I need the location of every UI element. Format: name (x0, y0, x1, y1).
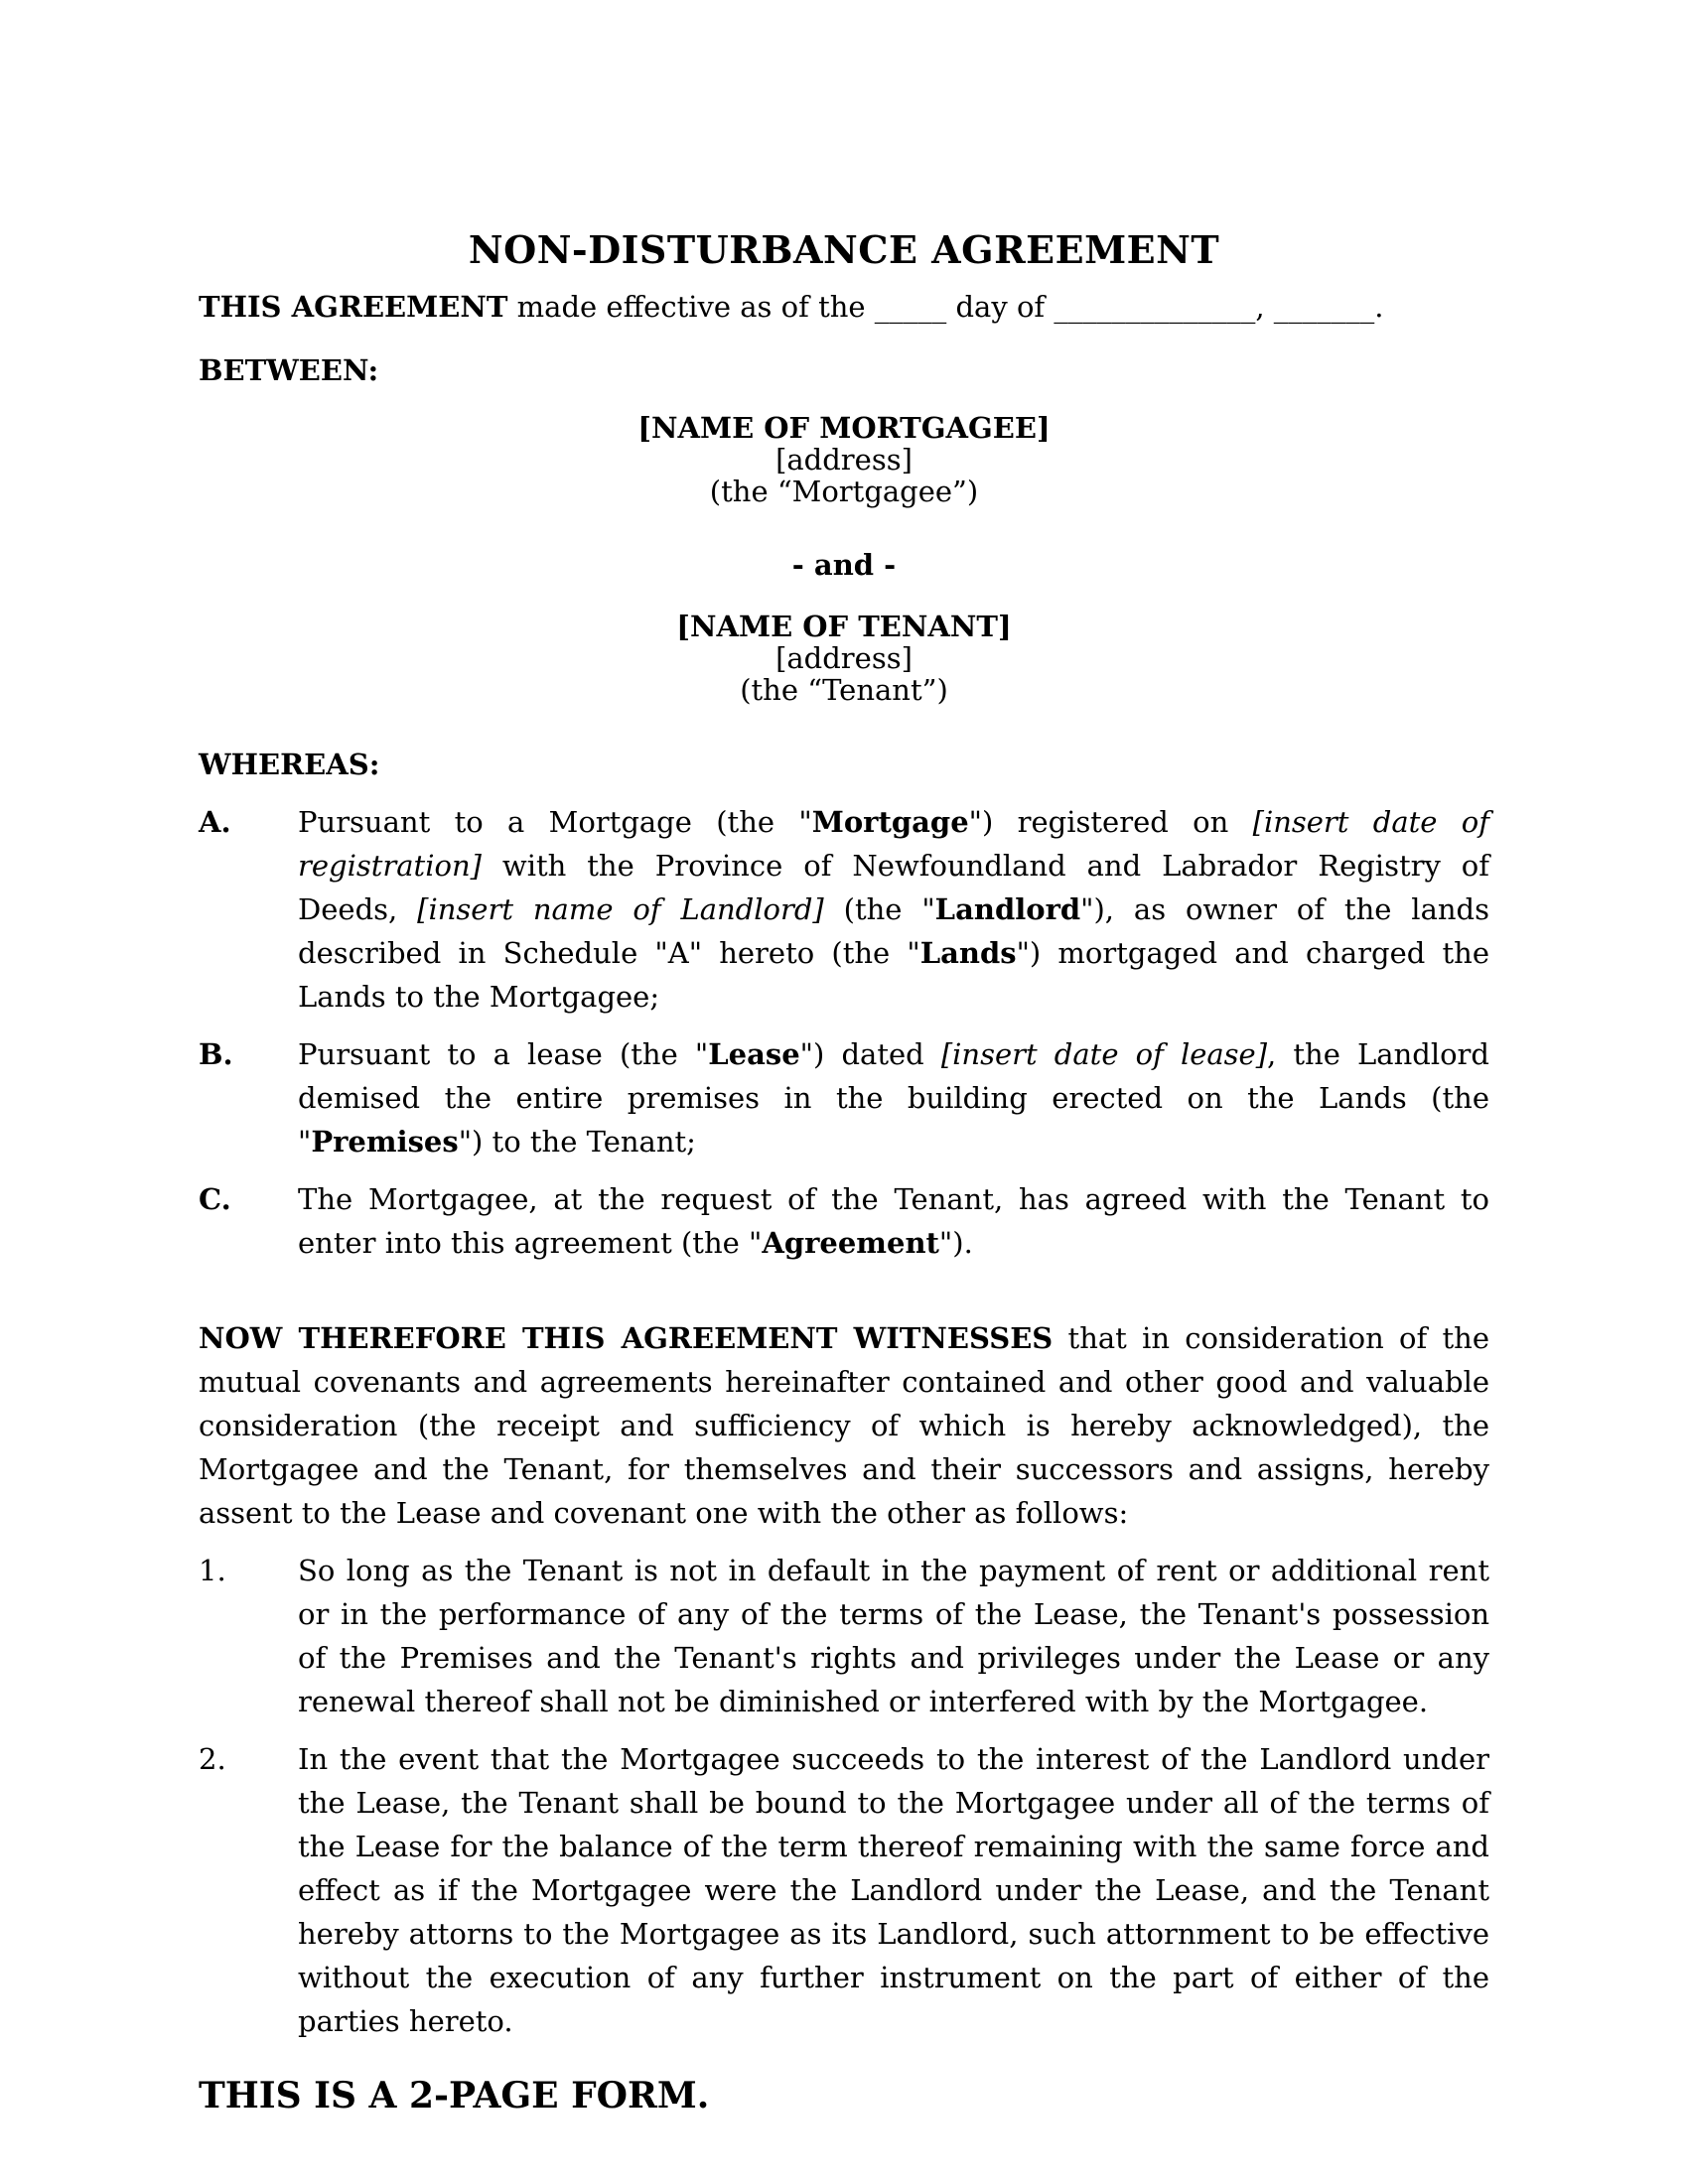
party-tenant-address: [address] (775, 641, 913, 675)
footer-note: THIS IS A 2-PAGE FORM. (199, 2075, 710, 2116)
recital-c-text: The Mortgagee, at the request of the Tenant, has agreed with the Tenant to enter into this agreement (the "Agreement"). (298, 1182, 1489, 1260)
recital-b (199, 1032, 1489, 1163)
party-mortgagee-alias: (the “Mortgagee”) (709, 475, 979, 508)
and-separator: - and - (791, 548, 897, 582)
party-tenant-block (199, 611, 1489, 706)
party-tenant-alias: (the “Tenant”) (740, 673, 948, 707)
clause-2-number: 2. (199, 1742, 226, 1776)
recital-b-label: B. (199, 1037, 233, 1071)
whereas-label: WHEREAS: (199, 748, 380, 781)
recital-a-text: Pursuant to a Mortgage (the "Mortgage") registered on [insert date of registration] with the Province of Newfoundland and Labrador Registry of Deeds, [insert name of Landlord] (the "Landlord"), as owner of the lands described in Schedule "A" hereto (the "Lands") mortgaged and charged the Lands to the Mortgagee; (298, 805, 1489, 1014)
intro-paragraph: THIS AGREEMENT made effective as of the _____ day of ______________, _______. (199, 290, 1384, 324)
recital-c-label: C. (199, 1182, 231, 1216)
party-mortgagee-name: [NAME OF MORTGAGEE] (637, 411, 1051, 445)
party-mortgagee-block (199, 412, 1489, 507)
clause-2 (199, 1737, 1489, 2043)
between-label: BETWEEN: (199, 353, 379, 387)
clause-2-text: In the event that the Mortgagee succeeds to the interest of the Landlord under the Lease, the Tenant shall be bound to the Mortgagee under all of the terms of the Lease for the balance of the term thereof remaining with the same force and effect as if the Mortgagee were the Landlord under the Lease, and the Tenant hereby attorns to the Mortgagee as its Landlord, such attornment to be effective without the execution of any further instrument on the part of either of the parties hereto. (298, 1742, 1489, 2038)
recital-b-text: Pursuant to a lease (the "Lease") dated [insert date of lease], the Landlord demised the entire premises in the building erected on the Lands (the "Premises") to the Tenant; (298, 1037, 1489, 1159)
recital-a-label: A. (199, 805, 231, 839)
recital-c (199, 1177, 1489, 1265)
party-tenant-name: [NAME OF TENANT] (676, 610, 1012, 643)
clause-1-text: So long as the Tenant is not in default in the payment of rent or additional rent or in the performance of any of the terms of the Lease, the Tenant's possession of the Premises and the Tenant's rights and privileges under the Lease or any renewal thereof shall not be diminished or interfered with by the Mortgagee. (298, 1554, 1489, 1718)
now-therefore-paragraph: NOW THEREFORE THIS AGREEMENT WITNESSES that in consideration of the mutual covenants and agreements hereinafter contained and other good and valuable consideration (the receipt and sufficiency of which is hereby acknowledged), the Mortgagee and the Tenant, for themselves and their successors and assigns, hereby assent to the Lease and covenant one with the other as follows: (199, 1321, 1490, 1530)
page-title: NON-DISTURBANCE AGREEMENT (468, 227, 1220, 272)
clause-1 (199, 1549, 1489, 1723)
party-mortgagee-address: [address] (775, 443, 913, 477)
clause-1-number: 1. (199, 1554, 226, 1587)
recital-a (199, 800, 1489, 1019)
